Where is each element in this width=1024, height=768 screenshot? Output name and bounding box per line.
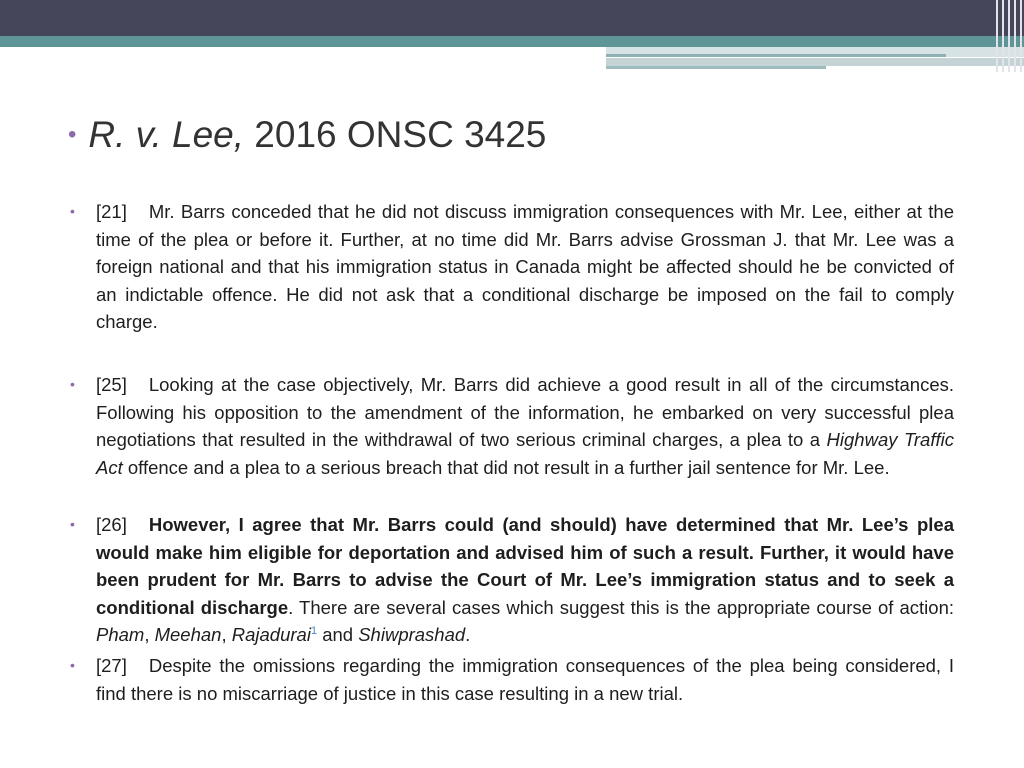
case-reference: Rajadurai (231, 624, 311, 645)
paragraph-text: . There are several cases which suggest this is the appropriate course of action: (288, 596, 954, 618)
paragraph-number: [25] (96, 374, 127, 395)
paragraph-21 (70, 198, 954, 336)
slide-title (68, 112, 968, 163)
bullet-icon: • (70, 657, 75, 673)
banner-thin-line (606, 66, 826, 69)
paragraph-text: Looking at the case objectively, Mr. Barrs did achieve a good result in all of the circumstances. Following his opposition to the amendment of the information, he embarked on very successful plea negotiations that resulted in the withdrawal of two serious criminal charges, a plea to a (96, 374, 954, 450)
banner-light-band-2 (606, 58, 1024, 66)
case-name: R. v. Lee, (88, 114, 245, 155)
bullet-icon: • (70, 516, 75, 532)
paragraph-text: Mr. Barrs conceded that he did not discuss immigration consequences with Mr. Lee, either at the time of the plea or before it. Further, at no time did Mr. Barrs advise Grossman J. that Mr. Lee was a foreign national and that his immigration status in Canada might be affected should he be convicted of an indictable offence. He did not ask that a conditional discharge be imposed on the fail to comply charge. (96, 201, 954, 332)
paragraph-number: [26] (96, 514, 127, 535)
conjunction: and (317, 624, 359, 645)
bullet-icon: • (68, 121, 77, 148)
banner-accent-line (606, 54, 946, 57)
bullet-icon: • (70, 203, 75, 219)
paragraph-text-continued: offence and a plea to a serious breach that did not result in a further jail sentence for Mr. Lee. (122, 456, 890, 478)
case-reference: Meehan (154, 624, 222, 645)
banner-stripes (994, 0, 1024, 72)
banner-teal-band (0, 36, 1024, 47)
paragraph-26 (70, 511, 954, 649)
separator: , (221, 624, 232, 645)
statute-name: Highway Traffic Act (96, 429, 954, 478)
period: . (465, 624, 471, 645)
case-reference: Pham (96, 624, 145, 645)
paragraph-27 (70, 652, 954, 707)
header-banner (0, 0, 1024, 72)
paragraph-number: [27] (96, 655, 127, 676)
bullet-icon: • (70, 376, 75, 392)
paragraph-text: Despite the omissions regarding the immigration consequences of the plea being considered, I find there is no miscarriage of justice in this case resulting in a new trial. (96, 655, 954, 704)
bold-excerpt: However, I agree that Mr. Barrs could (and should) have determined that Mr. Lee’s plea would make him eligible for deportation and advised him of such a result. Further, it would have been prudent for Mr. Barrs to advise the Court of Mr. Lee’s immigration status and to seek a conditional discharge (96, 514, 954, 618)
footnote-link[interactable]: 1 (310, 624, 318, 637)
separator: , (144, 624, 155, 645)
paragraph-25 (70, 371, 954, 481)
case-reference: Shiwprashad (358, 624, 466, 645)
case-citation: 2016 ONSC 3425 (254, 114, 547, 155)
banner-dark-band (0, 0, 1024, 36)
paragraph-number: [21] (96, 201, 127, 222)
